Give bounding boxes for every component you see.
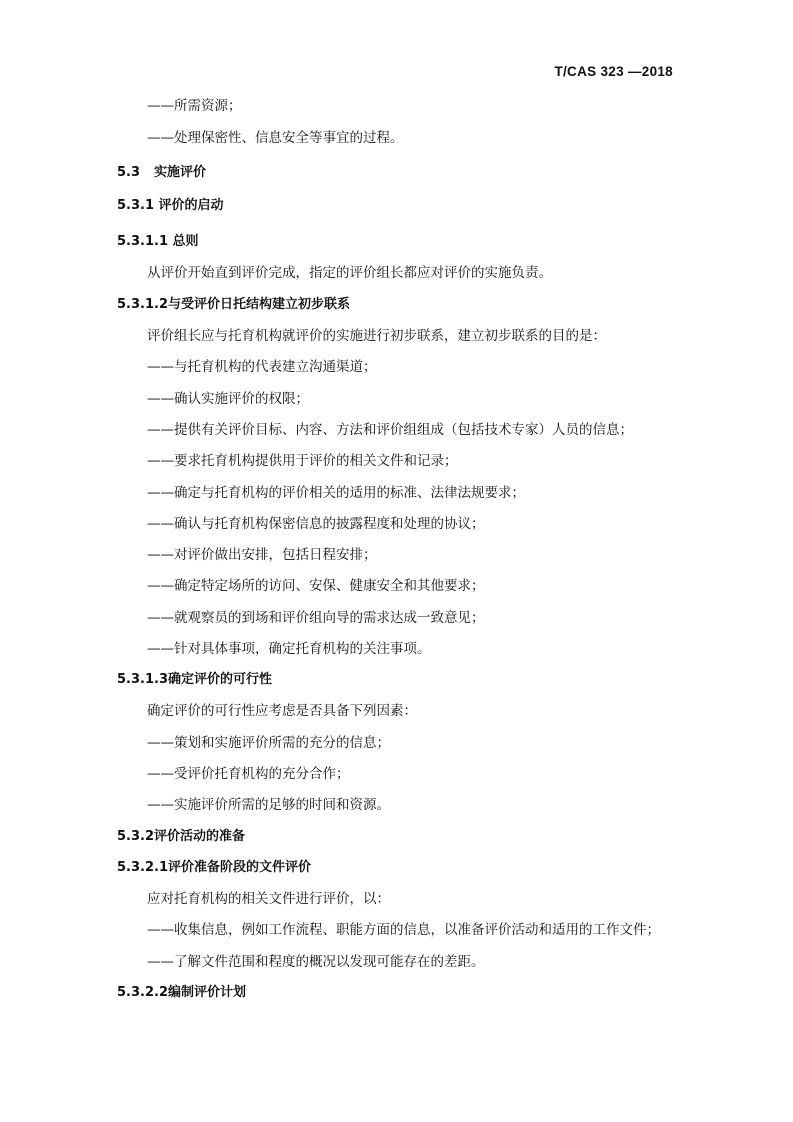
paragraph: 确定评价的可行性应考虑是否具备下列因素： xyxy=(147,703,417,719)
section-heading xyxy=(117,296,350,314)
section-title: 实施评价 xyxy=(154,165,207,180)
list-item: ——确认实施评价的权限； xyxy=(147,391,309,407)
list-item: ——收集信息，例如工作流程、职能方面的信息，以准备评价活动和适用的工作文件； xyxy=(147,922,660,938)
list-item: ——受评价托育机构的充分合作； xyxy=(147,766,350,782)
section-number: 5.3.1 xyxy=(117,198,155,213)
list-item: ——策划和实施评价所需的充分的信息； xyxy=(147,735,390,751)
list-item: ——针对具体事项，确定托育机构的关注事项。 xyxy=(147,641,431,657)
paragraph: 应对托育机构的相关文件进行评价，以： xyxy=(147,891,390,907)
list-item: ——就观察员的到场和评价组向导的需求达成一致意见； xyxy=(147,610,485,626)
section-heading xyxy=(117,984,246,1002)
paragraph: 从评价开始直到评价完成，指定的评价组长都应对评价的实施负责。 xyxy=(147,265,552,281)
list-item: ——处理保密性、信息安全等事宜的过程。 xyxy=(147,130,404,146)
list-item: ——确定特定场所的访问、安保、健康安全和其他要求； xyxy=(147,578,485,594)
section-number: 5.3 xyxy=(117,165,141,180)
section-title: 评价准备阶段的文件评价 xyxy=(168,860,312,875)
list-item: ——与托育机构的代表建立沟通渠道； xyxy=(147,359,377,375)
list-item: ——对评价做出安排，包括日程安排； xyxy=(147,547,377,563)
section-title: 确定评价的可行性 xyxy=(168,672,273,687)
section-heading xyxy=(117,197,224,215)
list-item: ——确定与托育机构的评价相关的适用的标准、法律法规要求； xyxy=(147,485,525,501)
section-number: 5.3.1.2 xyxy=(117,297,168,312)
section-number: 5.3.1.1 xyxy=(117,234,168,249)
section-number: 5.3.2 xyxy=(117,829,155,844)
section-number: 5.3.1.3 xyxy=(117,672,168,687)
section-heading xyxy=(117,859,311,877)
section-number: 5.3.2.1 xyxy=(117,860,168,875)
list-item: ——提供有关评价目标、内容、方法和评价组组成（包括技术专家）人员的信息； xyxy=(147,422,633,438)
section-title: 编制评价计划 xyxy=(168,985,247,1000)
list-item: ——实施评价所需的足够的时间和资源。 xyxy=(147,797,390,813)
section-heading xyxy=(117,233,199,251)
paragraph: 评价组长应与托育机构就评价的实施进行初步联系，建立初步联系的目的是： xyxy=(147,328,606,344)
document-header-id: T/CAS 323 —2018 xyxy=(554,64,673,79)
section-title: 总则 xyxy=(172,234,199,249)
section-heading xyxy=(117,164,206,182)
list-item: ——了解文件范围和程度的概况以发现可能存在的差距。 xyxy=(147,954,485,970)
section-title: 评价活动的准备 xyxy=(154,829,246,844)
list-item: ——所需资源； xyxy=(147,98,242,114)
list-item: ——确认与托育机构保密信息的披露程度和处理的协议； xyxy=(147,516,485,532)
section-title: 评价的启动 xyxy=(158,198,224,213)
section-title: 与受评价日托结构建立初步联系 xyxy=(168,297,351,312)
list-item: ——要求托育机构提供用于评价的相关文件和记录； xyxy=(147,453,458,469)
section-heading xyxy=(117,671,272,689)
section-number: 5.3.2.2 xyxy=(117,985,168,1000)
section-heading xyxy=(117,828,245,846)
